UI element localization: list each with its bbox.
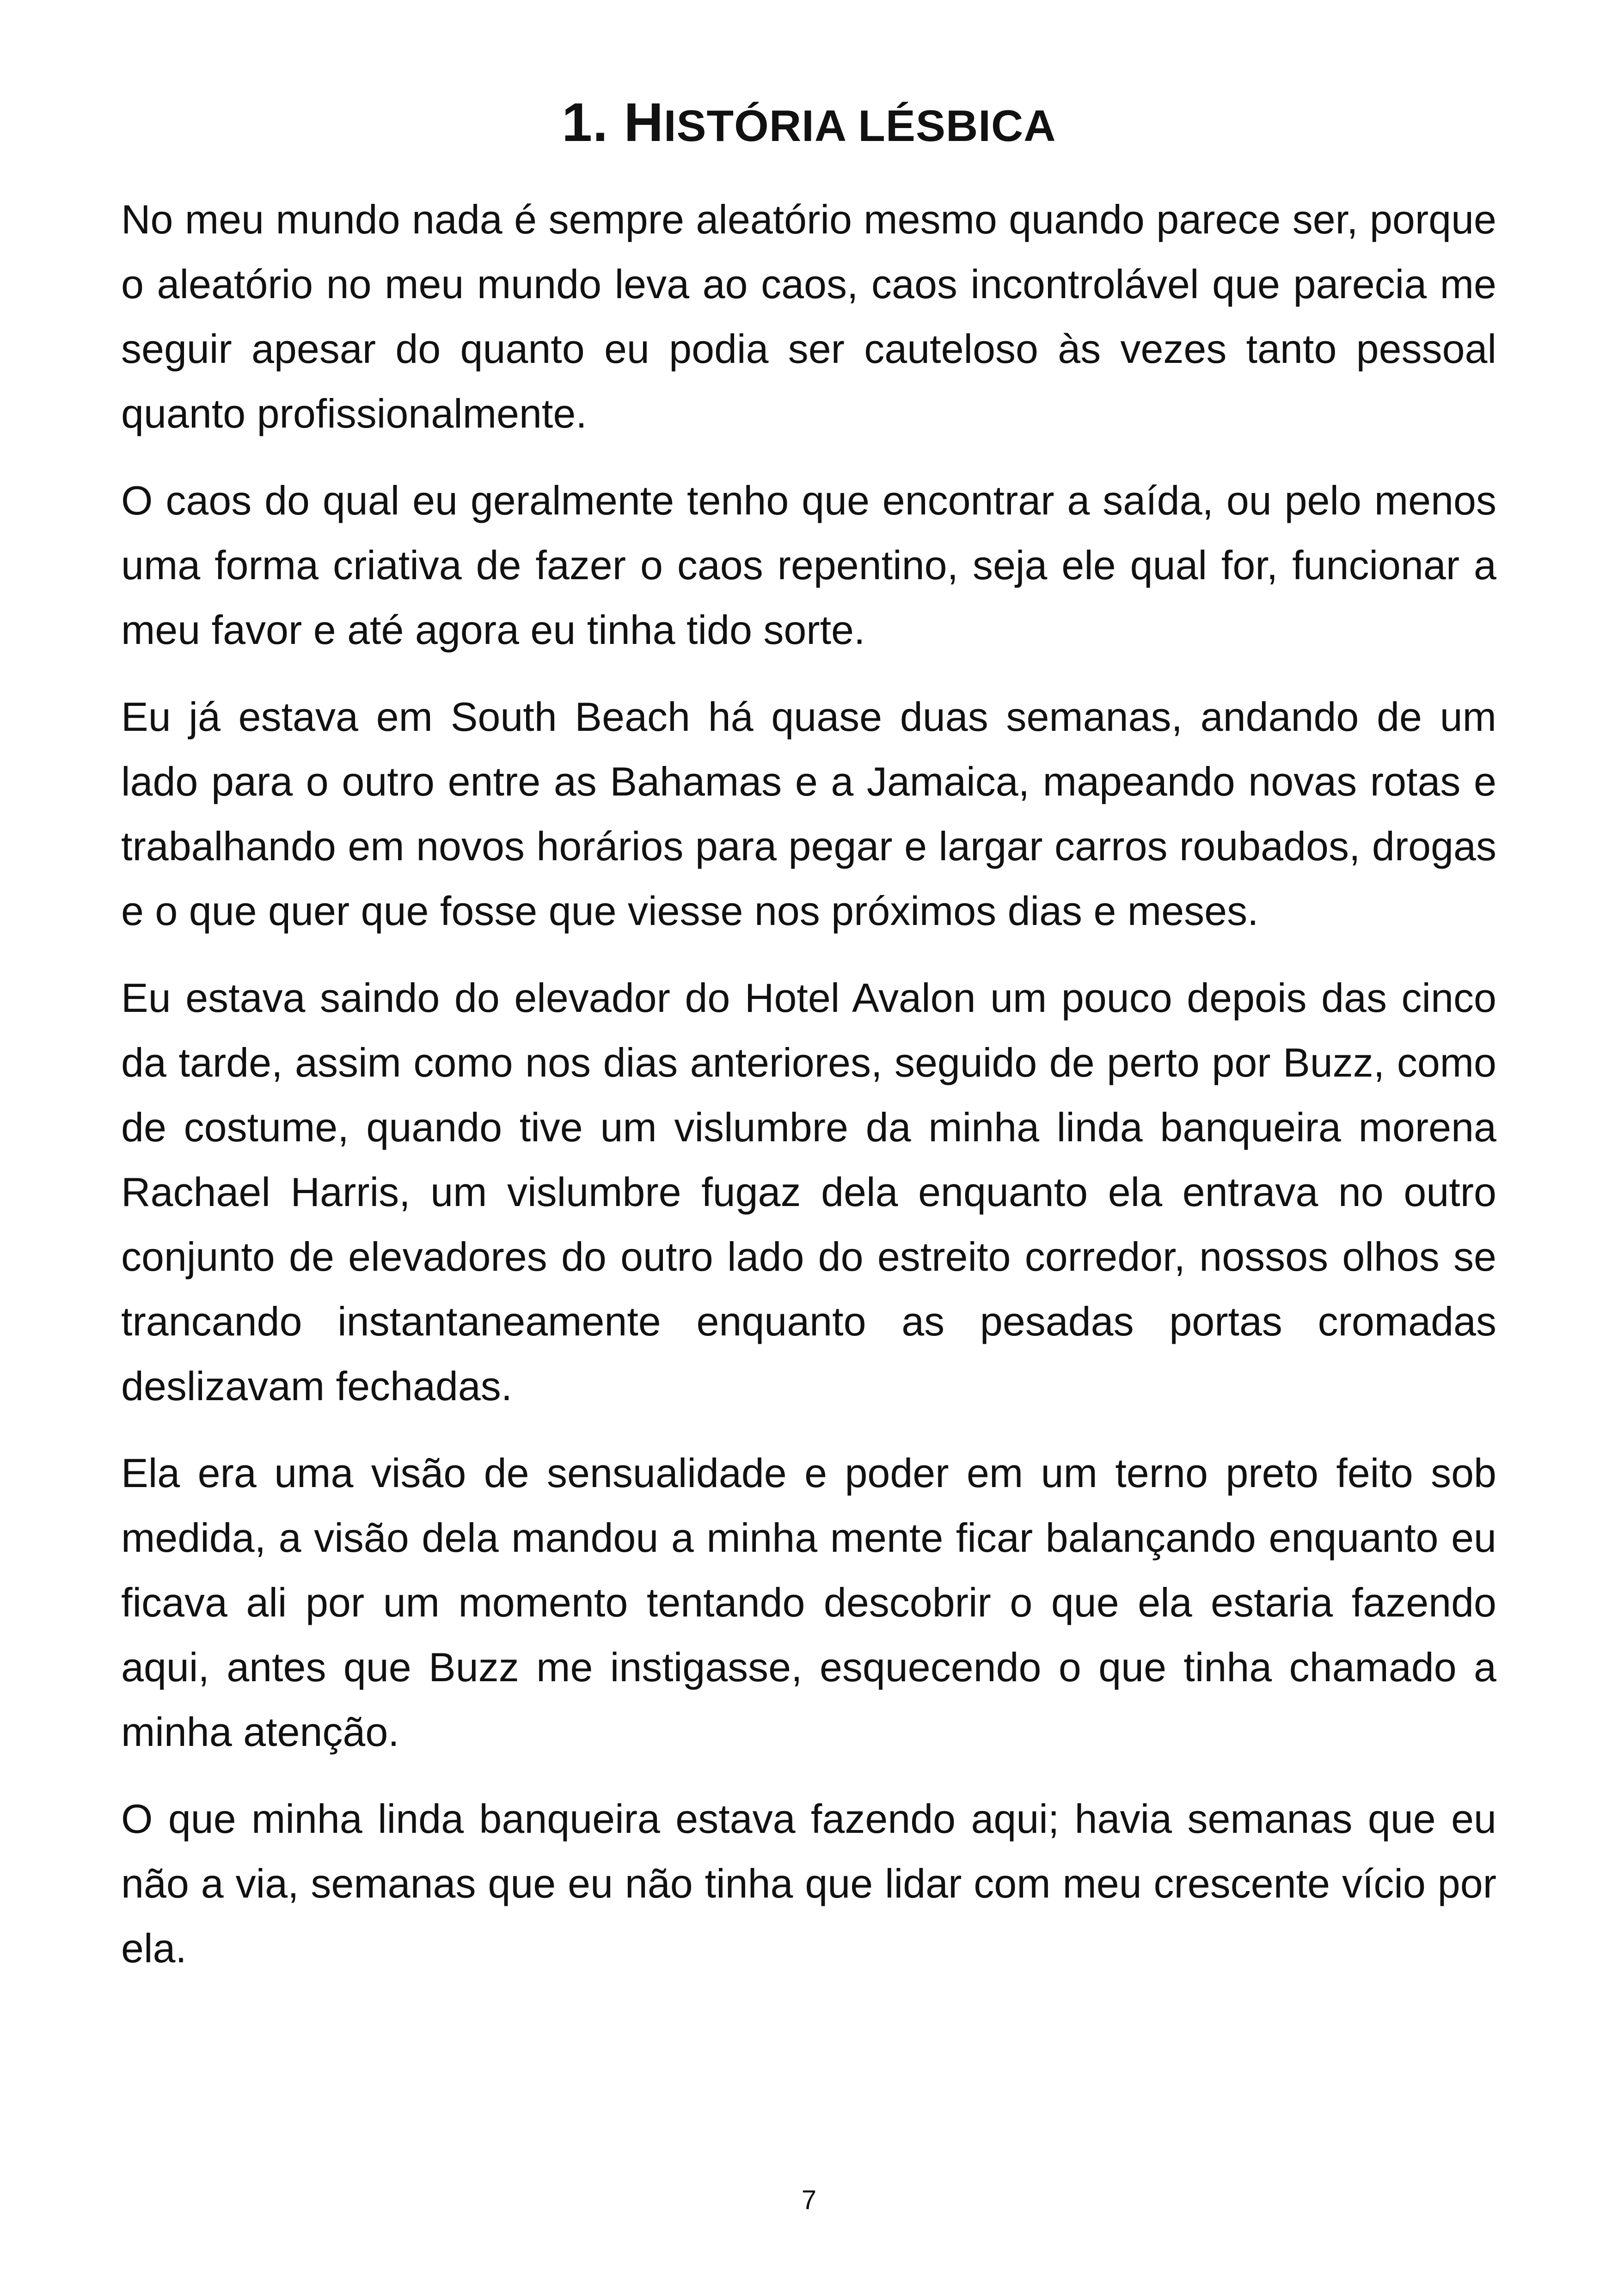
chapter-title-rest: ISTÓRIA LÉSBICA bbox=[663, 101, 1056, 151]
paragraph-5: Ela era uma visão de sensualidade e poder em um terno preto feito sob medida, a visão dela mandou a minha mente ficar balançando enquanto eu ficava ali por um momento tentando descobrir o que ela estaria fazendo aqui, antes que Buzz me instigasse, esquecendo o que tinha chamado a minha atenção. bbox=[121, 1450, 1496, 1755]
page-number: 7 bbox=[801, 2185, 817, 2215]
chapter-title-initial: H bbox=[624, 92, 664, 153]
chapter-title bbox=[0, 88, 1618, 161]
paragraph-3: Eu já estava em South Beach há quase duas semanas, andando de um lado para o outro entre as Bahamas e a Jamaica, mapeando novas rotas e trabalhando em novos horários para pegar e largar carros roubados, drogas e o que quer que fosse que viesse nos próximos dias e meses. bbox=[121, 694, 1496, 934]
paragraph-2: O caos do qual eu geralmente tenho que encontrar a saída, ou pelo menos uma forma criativa de fazer o caos repentino, seja ele qual for, funcionar a meu favor e até agora eu tinha tido sorte. bbox=[121, 478, 1496, 653]
chapter-body bbox=[121, 187, 1496, 2003]
paragraph-6: O que minha linda banqueira estava fazendo aqui; havia semanas que eu não a via, semanas que eu não tinha que lidar com meu crescente vício por ela. bbox=[121, 1796, 1496, 1971]
chapter-number: 1. bbox=[562, 92, 608, 153]
paragraph-4: Eu estava saindo do elevador do Hotel Avalon um pouco depois das cinco da tarde, assim como nos dias anteriores, seguido de perto por Buzz, como de costume, quando tive um vislumbre da minha linda banqueira morena Rachael Harris, um vislumbre fugaz dela enquanto ela entrava no outro conjunto de elevadores do outro lado do estreito corredor, nossos olhos se trancando instantaneamente enquanto as pesadas portas cromadas deslizavam fechadas. bbox=[121, 975, 1496, 1409]
paragraph-1: No meu mundo nada é sempre aleatório mesmo quando parece ser, porque o aleatório no meu mundo leva ao caos, caos incontrolável que parecia me seguir apesar do quanto eu podia ser cauteloso às vezes tanto pessoal quanto profissionalmente. bbox=[121, 196, 1496, 436]
